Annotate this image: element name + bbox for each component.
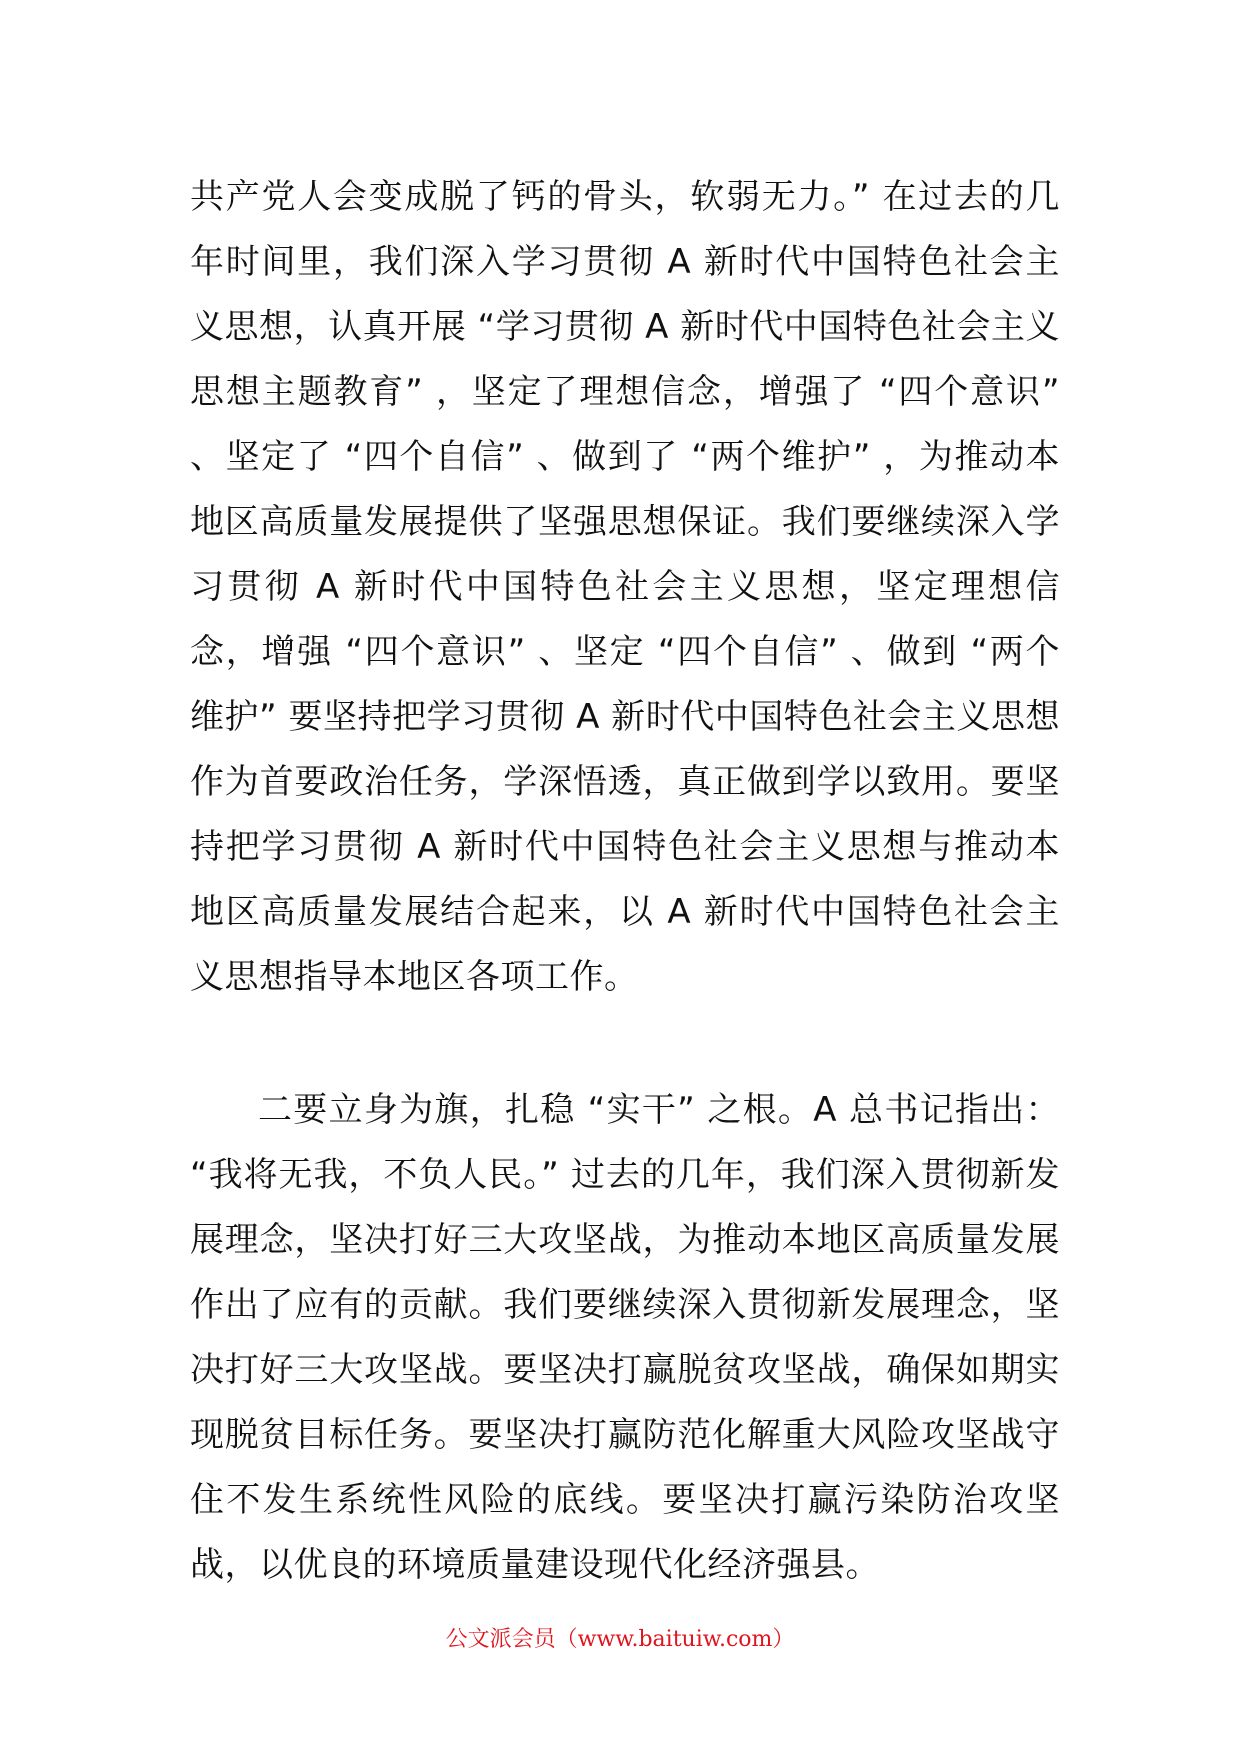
body-paragraph-1: 共产党人会变成脱了钙的骨头，软弱无力。” 在过去的几年时间里，我们深入学习贯彻 A 新时代中国特色社会主义思想，认真开展 “学习贯彻 A 新时代中国特色社会主义思想主题教育” ，坚定了理想信念，增强了 “四个意识” 、坚定了 “四个自信” 、做到了 “两个维护” ，为推动本地区高质量发展提供了坚强思想保证。我们要继续深入学习贯彻 A 新时代中国特色社会主义思想，坚定理想信念，增强 “四个意识” 、坚定 “四个自信” 、做到 “两个维护” 要坚持把学习贯彻 A 新时代中国特色社会主义思想作为首要政治任务，学深悟透，真正做到学以致用。要坚持把学习贯彻 A 新时代中国特色社会主义思想与推动本地区高质量发展结合起来，以 A 新时代中国特色社会主义思想指导本地区各项工作。 [190, 177, 1060, 997]
footer-watermark[interactable]: 公文派会员（www.baituiw.com） [445, 1627, 795, 1652]
body-paragraph-2: 二要立身为旗，扎稳 “实干” 之根。A 总书记指出： “我将无我，不负人民。” 过去的几年，我们深入贯彻新发展理念，坚决打好三大攻坚战，为推动本地区高质量发展作出了应有的贡献。我们要继续深入贯彻新发展理念，坚决打好三大攻坚战。要坚决打赢脱贫攻坚战，确保如期实现脱贫目标任务。要坚决打赢防范化解重大风险攻坚战守住不发生系统性风险的底线。要坚决打赢污染防治攻坚战，以优良的环境质量建设现代化经济强县。 [190, 1090, 1060, 1585]
